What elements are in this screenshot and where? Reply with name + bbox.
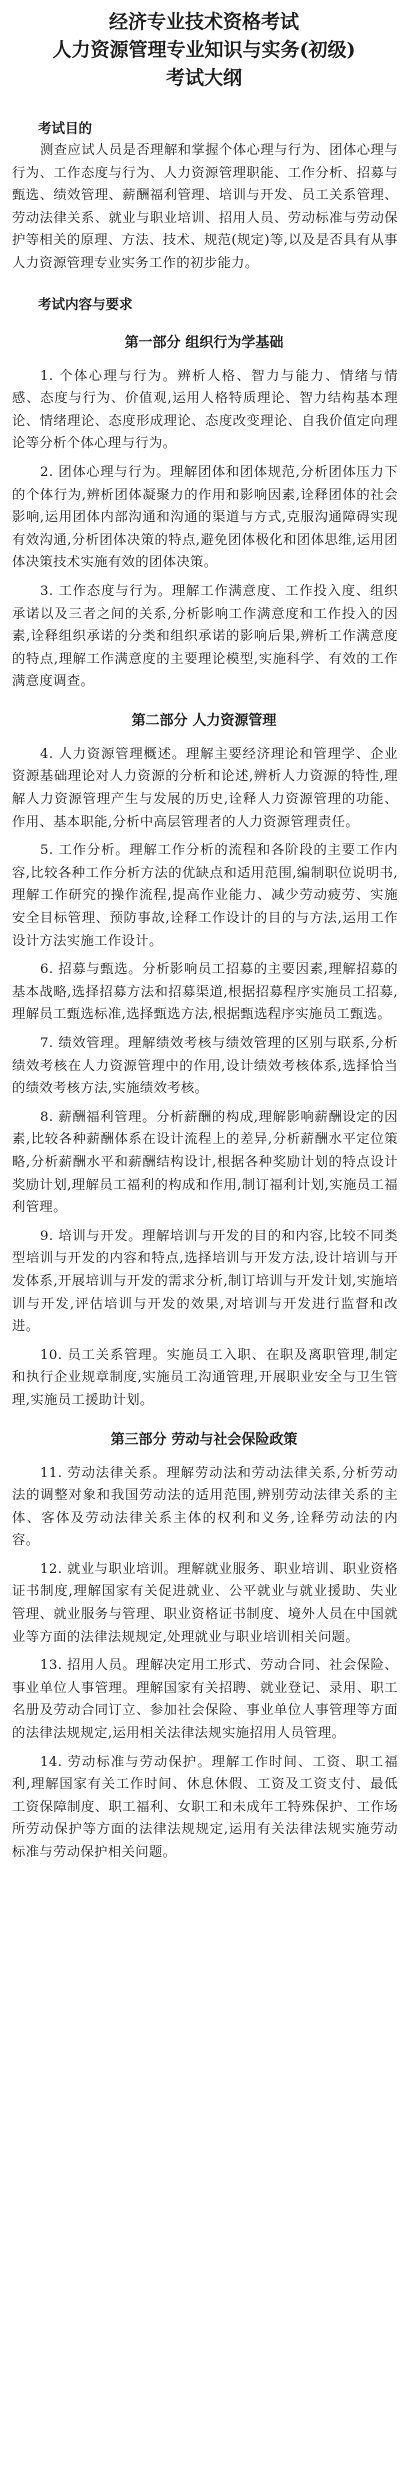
item-10: 10. 员工关系管理。实施员工入职、在职及离职管理,制定和执行企业规章制度,实施员工沟通管理,开展职业安全与卫生管理,实施员工援助计划。 — [12, 1347, 398, 1408]
item-8: 8. 薪酬福利管理。分析薪酬的构成,理解影响薪酬设定的因素,比较各种薪酬体系在设计流程上的差异,分析薪酬水平定位策略,分析薪酬水平和薪酬结构设计,根据各种奖励计划的特点设计奖励计划,理解员工福利的构成和作用,制订福利计划,实施员工福利管理。 — [12, 1109, 398, 1216]
item-11: 11. 劳动法律关系。理解劳动法和劳动法律关系,分析劳动法的调整对象和我国劳动法的适用范围,辨别劳动法律关系的主体、客体及劳动法律关系主体的权利和义务,诠释劳动法的内容。 — [12, 1465, 398, 1549]
item-6: 6. 招募与甄选。分析影响员工招募的主要因素,理解招募的基本战略,选择招募方法和招募渠道,根据招募程序实施员工招募,理解员工甄选标准,选择甄选方法,根据甄选程序实施员工甄选。 — [12, 962, 398, 1023]
item-4: 4. 人力资源管理概述。理解主要经济理论和管理学、企业资源基础理论对人力资源的分析和论述,辨析人力资源的特性,理解人力资源管理产生与发展的历史,诠释人力资源管理的功能、作用、基本职能,分析中高层管理者的人力资源管理责任。 — [12, 746, 398, 830]
item-2: 2. 团体心理与行为。理解团体和团体规范,分析团体压力下的个体行为,辨析团体凝聚力的作用和影响因素,诠释团体的社会影响,运用团体内部沟通和沟通的渠道与方式,克服沟通障碍实现有效沟通,分析团体决策的特点,避免团体极化和团体思维,运用团体决策技术实施有效的团体决策。 — [12, 464, 398, 571]
item-7: 7. 绩效管理。理解绩效考核与绩效管理的区别与联系,分析绩效考核在人力资源管理中的作用,设计绩效考核体系,选择恰当的绩效考核方法,实施绩效考核。 — [12, 1036, 398, 1097]
item-12: 12. 就业与职业培训。理解就业服务、职业培训、职业资格证书制度,理解国家有关促进就业、公平就业与就业援助、失业管理、就业服务与管理、职业资格证书制度、境外人员在中国就业等方面的法律法规规定,处理就业与职业培训相关问题。 — [12, 1561, 398, 1645]
part-3-title: 第三部分 劳动与社会保险政策 — [110, 1431, 298, 1448]
item-9: 9. 培训与开发。理解培训与开发的目的和内容,比较不同类型培训与开发的内容和特点,选择培训与开发方法,设计培训与开发体系,开展培训与开发的需求分析,制订培训与开发计划,实施培训与开发,评估培训与开发的效果,对培训与开发进行监督和改进。 — [12, 1228, 398, 1335]
item-3: 3. 工作态度与行为。理解工作满意度、工作投入度、组织承诺以及三者之间的关系,分析影响工作满意度和工作投入的因素,诠释组织承诺的分类和组织承诺的影响后果,辨析工作满意度的特点,理解工作满意度的主要理论模型,实施科学、有效的工作满意度调查。 — [12, 583, 398, 690]
document-title-line2: 人力资源管理专业知识与实务(初级) — [52, 39, 356, 61]
content-heading: 考试内容与要求 — [38, 296, 133, 313]
item-5: 5. 工作分析。理解工作分析的流程和各阶段的主要工作内容,比较各种工作分析方法的优缺点和适用范围,编制职位说明书,理解工作研究的操作流程,提高作业能力、减少劳动疲劳、实施安全目标管理、预防事故,诠释工作设计的目的与方法,运用工作设计方法实施工作设计。 — [12, 843, 398, 949]
purpose-heading: 考试目的 — [38, 121, 92, 137]
part-2-title: 第二部分 人力资源管理 — [131, 712, 277, 729]
part-1-title: 第一部分 组织行为学基础 — [124, 334, 284, 351]
document-title-line3: 考试大纲 — [165, 67, 242, 89]
item-14: 14. 劳动标准与劳动保护。理解工作时间、工资、职工福利,理解国家有关工作时间、休息休假、工资及工资支付、最低工资保障制度、职工福利、女职工和未成年工特殊保护、工作场所劳动保护等方面的法律法规规定,运用有关法律法规实施劳动标准与劳动保护相关问题。 — [12, 1754, 398, 1860]
document-title-line1: 经济专业技术资格考试 — [108, 11, 299, 33]
item-13: 13. 招用人员。理解决定用工形式、劳动合同、社会保险、事业单位人事管理。理解国家有关招聘、就业登记、录用、职工名册及劳动合同订立、参加社会保险、事业单位人事管理等方面的法律法规规定,运用相关法律法规实施招用人员管理。 — [12, 1658, 398, 1742]
purpose-paragraph: 测查应试人员是否理解和掌握个体心理与行为、团体心理与行为、工作态度与行为、人力资源管理职能、工作分析、招募与甄选、绩效管理、薪酬福利管理、培训与开发、员工关系管理、劳动法律关系、就业与职业培训、招用人员、劳动标准与劳动保护等相关的原理、方法、技术、规范(规定)等,以及是否具有从事人力资源管理专业实务工作的初步能力。 — [12, 143, 398, 271]
item-1: 1. 个体心理与行为。辨析人格、智力与能力、情绪与情感、态度与行为、价值观,运用人格特质理论、智力结构基本理论、情绪理论、态度形成理论、态度改变理论、自我价值定向理论等分析个体心理与行为。 — [12, 368, 398, 452]
